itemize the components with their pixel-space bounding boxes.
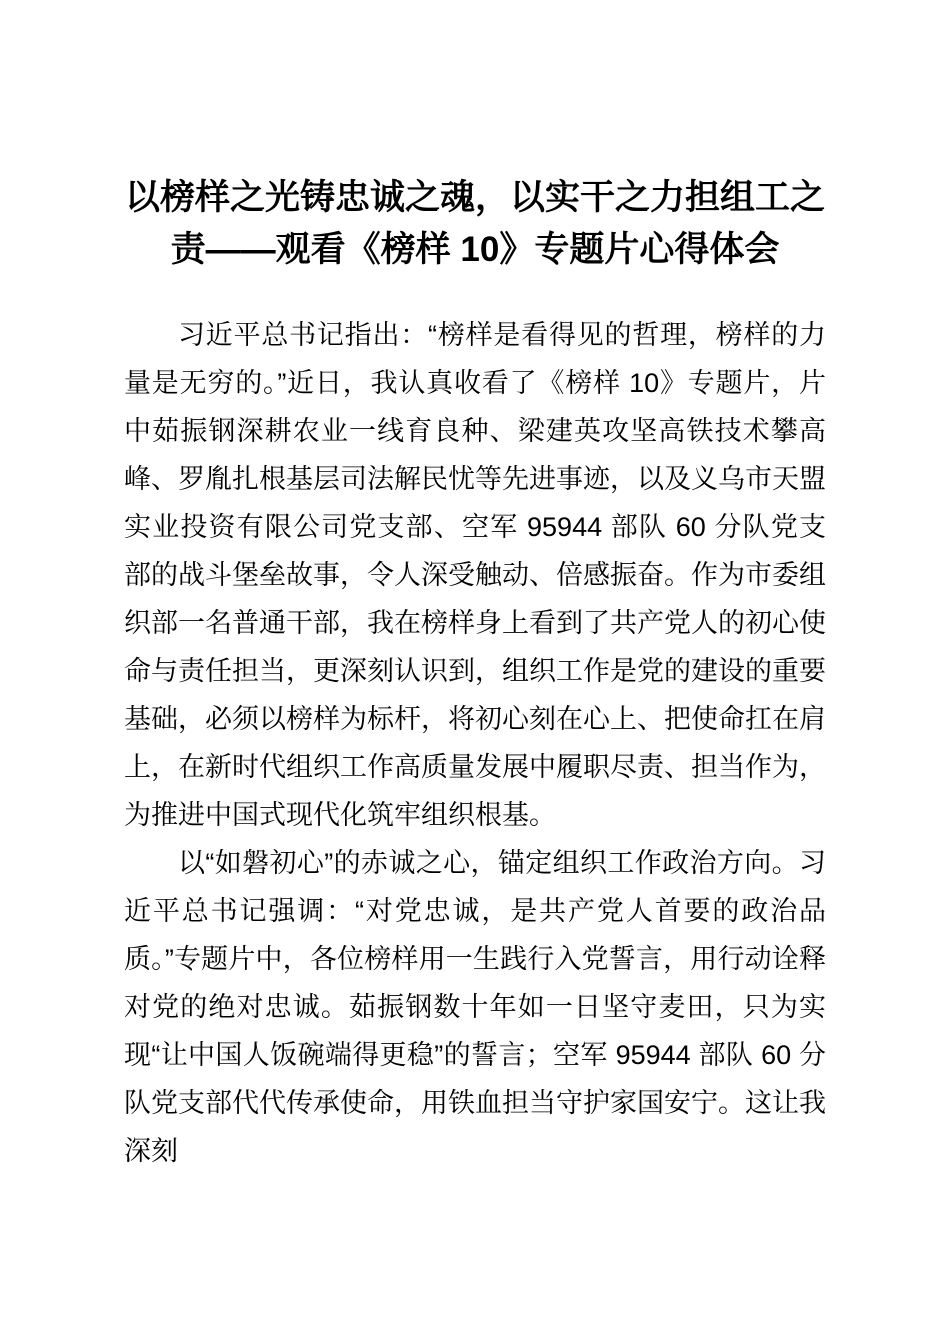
document-title xyxy=(124,172,826,276)
document-title-line-2: 责——观看《榜样 10》专题片心得体会 xyxy=(170,230,780,269)
document-title-line-1: 以榜样之光铸忠诚之魂，以实干之力担组工之 xyxy=(124,178,825,217)
paragraph-loyalty: 以“如磐初心”的赤诚之心，锚定组织工作政治方向。习近平总书记强调：“对党忠诚，是共产党人首要的政治品质。”专题片中，各位榜样用一生践行入党誓言，用行动诠释对党的绝对忠诚。茹振钢数十年如一日坚守麦田，只为实现“让中国人饭碗端得更稳”的誓言；空军 95944 部队 60 分队党支部代代传承使命，用铁血担当守护家国安宁。这让我深刻 xyxy=(124,848,826,1166)
document-body xyxy=(124,311,826,1175)
paragraph-intro: 习近平总书记指出：“榜样是看得见的哲理，榜样的力量是无穷的。”近日，我认真收看了《榜样 10》专题片，片中茹振钢深耕农业一线育良种、梁建英攻坚高铁技术攀高峰、罗胤扎根基层司法解民忧等先进事迹，以及义乌市天盟实业投资有限公司党支部、空军 95944 部队 60 分队党支部的战斗堡垒故事，令人深受触动、倍感振奋。作为市委组织部一名普通干部，我在榜样身上看到了共产党人的初心使命与责任担当，更深刻认识到，组织工作是党的建设的重要基础，必须以榜样为标杆，将初心刻在心上、把使命扛在肩上，在新时代组织工作高质量发展中履职尽责、担当作为，为推进中国式现代化筑牢组织根基。 xyxy=(124,320,826,830)
